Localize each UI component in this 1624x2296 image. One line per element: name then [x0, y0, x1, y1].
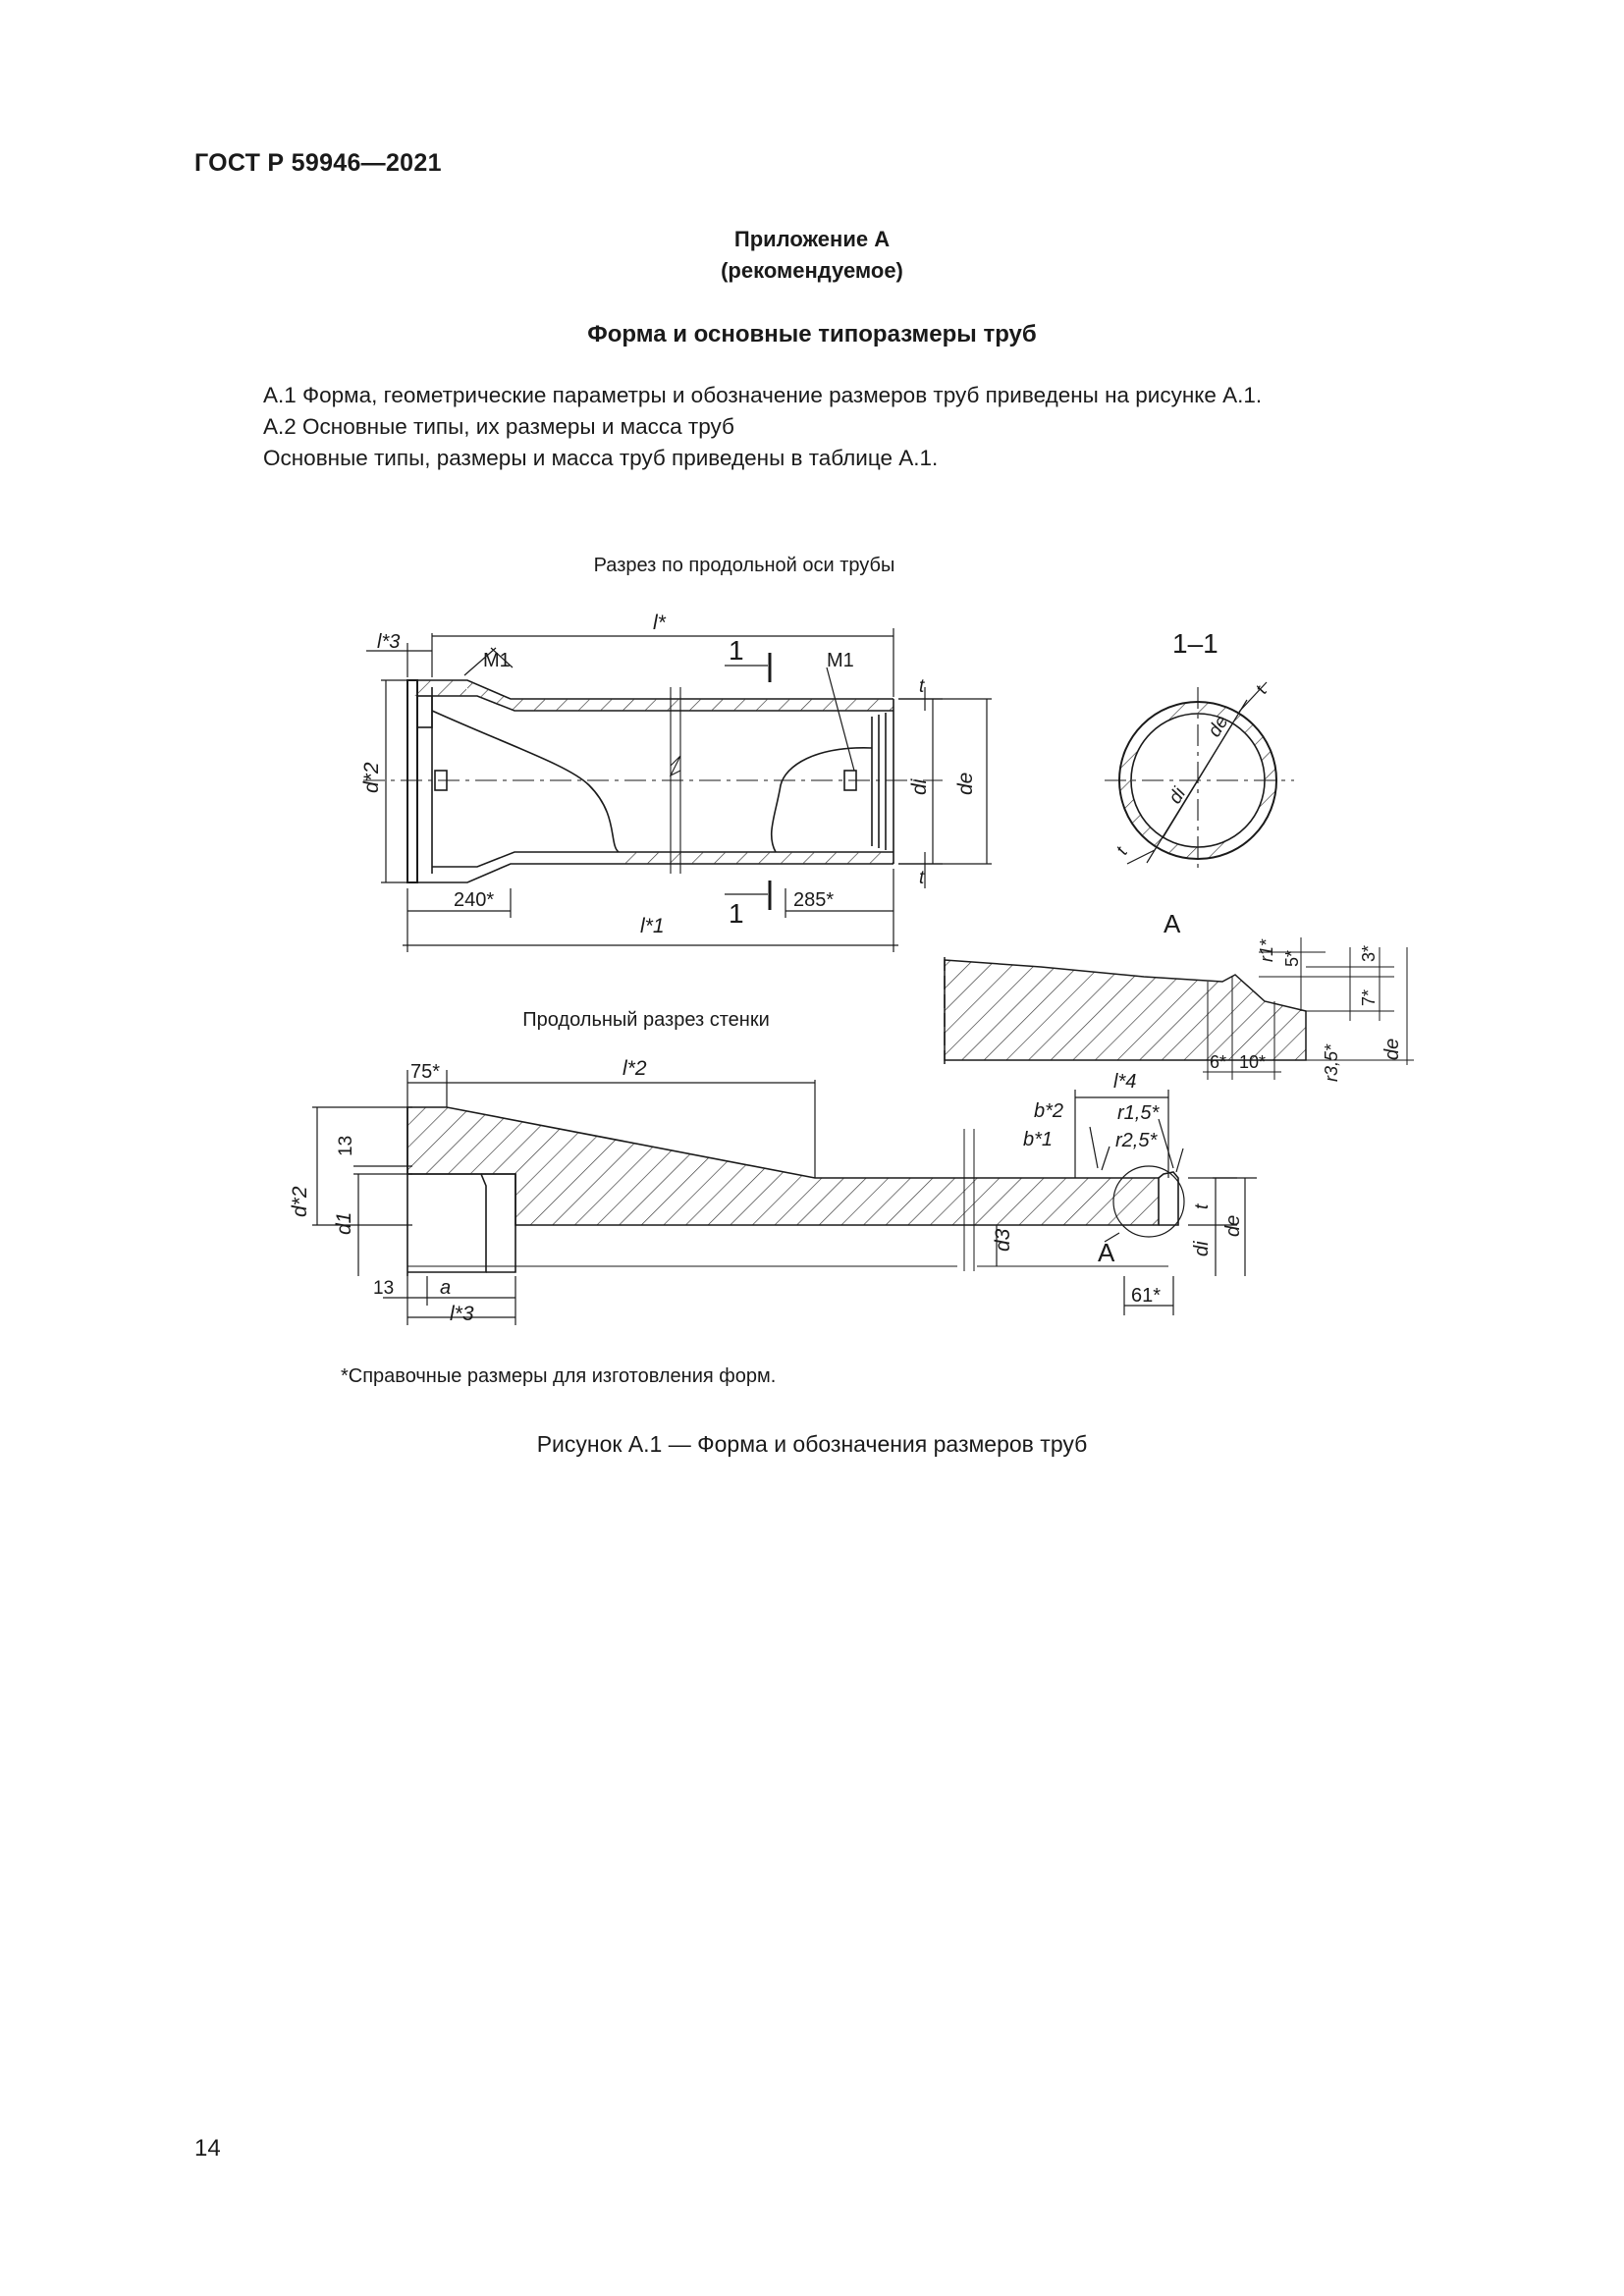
detail-a-title: А [1164, 909, 1181, 938]
dim-240: 240* [454, 889, 495, 911]
cross-t-top: t [1251, 682, 1272, 698]
wall-dim-de: de [1222, 1214, 1244, 1237]
wall-dim-d1: d1 [333, 1211, 355, 1235]
annex-heading: Форма и основные типоразмеры труб [587, 321, 1037, 347]
dim-d2-longitudinal: d*2 [360, 762, 383, 793]
pipe-longitudinal-view [363, 680, 943, 882]
wall-dim-b2: b*2 [1034, 1100, 1064, 1122]
detail-r3-5: r3,5* [1322, 1043, 1341, 1082]
detail-de: de [1381, 1038, 1403, 1060]
dim-l-length: l* [653, 612, 666, 634]
wall-dim-75: 75* [410, 1061, 441, 1083]
section-cut-mark-bottom: 1 [729, 898, 744, 929]
wall-dim-d3: d3 [992, 1228, 1014, 1252]
wall-dim-t: t [1192, 1203, 1213, 1209]
detail-dim-6: 6* [1210, 1052, 1227, 1072]
dim-t-top: t [919, 676, 925, 697]
wall-dim-61: 61* [1131, 1285, 1162, 1307]
dim-l1-length: l*1 [640, 915, 665, 937]
figure-footnote: *Справочные размеры для изготовления форм. [341, 1365, 777, 1387]
dim-t-bottom: t [919, 868, 925, 888]
pipe-cross-section [1105, 682, 1294, 874]
annex-title: Приложение А [733, 227, 891, 251]
detail-dim-3: 3* [1359, 944, 1379, 962]
detail-dim-7: 7* [1359, 988, 1379, 1006]
wall-dim-d2: d*2 [289, 1186, 311, 1217]
wall-dim-r2-5: r2,5* [1115, 1130, 1158, 1151]
section-cut-mark-top: 1 [729, 635, 744, 666]
paragraph-a1: А.1 Форма, геометрические параметры и обозначение размеров труб приведены на рисунке А.1. [263, 383, 1263, 407]
detail-a-drawing [945, 937, 1414, 1080]
dim-285: 285* [793, 889, 835, 911]
cross-section-title: 1–1 [1172, 628, 1218, 659]
wall-dim-di: di [1191, 1241, 1213, 1256]
wall-dim-l4: l*4 [1113, 1071, 1137, 1093]
marker-m1-left: M1 [483, 650, 511, 671]
longitudinal-section-title: Разрез по продольной оси трубы [593, 555, 895, 576]
wall-dim-r1-5: r1,5* [1117, 1102, 1160, 1124]
paragraph-a2-text: Основные типы, размеры и масса труб приведены в таблице А.1. [263, 446, 939, 470]
annex-type: (рекомендуемое) [721, 258, 903, 283]
page-number: 14 [194, 2135, 221, 2162]
wall-dim-13-horizontal: 13 [373, 1278, 395, 1299]
dim-de-longitudinal: de [954, 772, 977, 795]
wall-dim-l3: l*3 [450, 1303, 474, 1325]
wall-dim-13-vertical: 13 [336, 1135, 356, 1156]
detail-r1: r1* [1257, 938, 1276, 962]
cross-de-label: de [1204, 712, 1233, 741]
wall-section-drawing [407, 1107, 1184, 1276]
wall-dim-l2: l*2 [623, 1057, 647, 1080]
paragraph-a2: А.2 Основные типы, их размеры и масса труб [263, 414, 734, 439]
cross-di-label: di [1164, 783, 1191, 808]
wall-detail-a-mark: А [1098, 1238, 1115, 1267]
detail-dim-10: 10* [1239, 1052, 1267, 1072]
marker-m1-right: M1 [827, 650, 854, 671]
wall-section-title: Продольный разрез стенки [522, 1009, 770, 1031]
cross-t-bottom: t [1111, 843, 1132, 859]
detail-dim-5: 5* [1282, 949, 1302, 967]
wall-dim-a: a [440, 1277, 452, 1299]
figure-caption: Рисунок А.1 — Форма и обозначения размеров труб [536, 1431, 1088, 1457]
wall-dim-b1: b*1 [1023, 1129, 1054, 1150]
dim-di-longitudinal: di [908, 778, 931, 795]
dim-l3-top: l*3 [377, 631, 401, 653]
document-standard-number: ГОСТ Р 59946—2021 [194, 149, 442, 177]
